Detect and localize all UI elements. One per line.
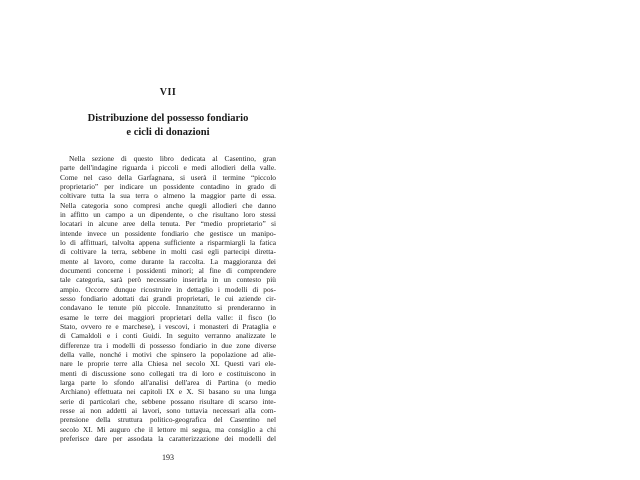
body-line: Nella categoria sono compresi anche quegli allodieri che danno xyxy=(60,200,276,210)
body-line: Nella sezione di questo libro dedicata al Casentino, gran xyxy=(69,154,276,163)
body-line: menti di discussione sono collegati tra di loro e costituiscono in xyxy=(60,368,276,378)
body-line: Come nel caso della Garfagnana, si userà il termine “piccolo xyxy=(60,172,276,182)
body-paragraph xyxy=(60,154,276,443)
chapter-title-line: Distribuzione del possesso fondiario xyxy=(87,113,249,124)
body-line: lo di affittuari, talvolta appena sufficiente a risparmiargli la fatica xyxy=(60,237,276,247)
chapter-number: VII xyxy=(159,87,177,98)
body-line: nare le proprie terre alla Chiesa nel secolo XI. Questi vari ele- xyxy=(60,359,276,369)
body-line: resse ai non addetti ai lavori, sono tuttavia necessari alla com- xyxy=(60,405,276,415)
body-line: della valle, nonché i motivi che spinsero la popolazione ad alie- xyxy=(60,349,276,359)
body-line: intende invece un possidente fondiario che gestisce un manipo- xyxy=(60,228,276,238)
body-line: tale categoria, sarà però necessario inserirla in un contesto più xyxy=(60,275,276,285)
body-line: differenze tra i modelli di possesso fondiario in due zone diverse xyxy=(60,340,276,350)
body-line: Archiano) effettuata nei capitoli IX e X. Si basano su una lunga xyxy=(60,387,276,397)
body-line: esame le terre dei maggiori proprietari della valle: il fisco (lo xyxy=(60,312,276,322)
body-line: di coltivare la terra, sebbene in molti casi egli partecipi diretta- xyxy=(60,247,276,257)
body-line: locatari in alcune aree della tenuta. Per “medio proprietario” si xyxy=(60,219,276,229)
body-line: documenti concerne i possidenti minori; al fine di comprendere xyxy=(60,265,276,275)
body-line: prensione della struttura politico-geografica del Casentino nel xyxy=(60,415,276,425)
body-line: parte dell'indagine riguarda i piccoli e medi allodieri della valle. xyxy=(60,163,276,173)
body-line: condavano le tenute più piccole. Innanzitutto si prenderanno in xyxy=(60,303,276,313)
body-line: di Camaldoli e i conti Guidi. In seguito verranno analizzate le xyxy=(60,331,276,341)
chapter-title-line: e cicli di donazioni xyxy=(126,127,210,138)
body-line: coltivare tutta la sua terra o almeno la maggior parte di essa. xyxy=(60,191,276,201)
body-line: secolo XI. Mi auguro che il lettore mi segua, ma consiglio a chi xyxy=(60,424,276,434)
body-line: ampio. Occorre dunque ricostruire in dettaglio i modelli di pos- xyxy=(60,284,276,294)
body-line: proprietario” per indicare un possidente contadino in grado di xyxy=(60,181,276,191)
body-line: sesso fondiario adottati dai grandi proprietari, le cui aziende cir- xyxy=(60,293,276,303)
body-line: mente al lavoro, come durante la raccolta. La maggioranza dei xyxy=(60,256,276,266)
chapter-title xyxy=(60,112,276,140)
body-line: preferisce dare per assodata la caratterizzazione dei modelli del xyxy=(60,433,276,443)
body-line: serie di particolari che, sebbene possano risultare di scarso inte- xyxy=(60,396,276,406)
body-line: in affitto un campo a un dipendente, o che risultano loro stessi xyxy=(60,209,276,219)
page-number: 193 xyxy=(162,453,174,462)
body-line: Stato, ovvero re e marchese), i vescovi, i monasteri di Prataglia e xyxy=(60,321,276,331)
body-line: larga parte lo sfondo all'analisi dell'area di Partina (o medio xyxy=(60,377,276,387)
